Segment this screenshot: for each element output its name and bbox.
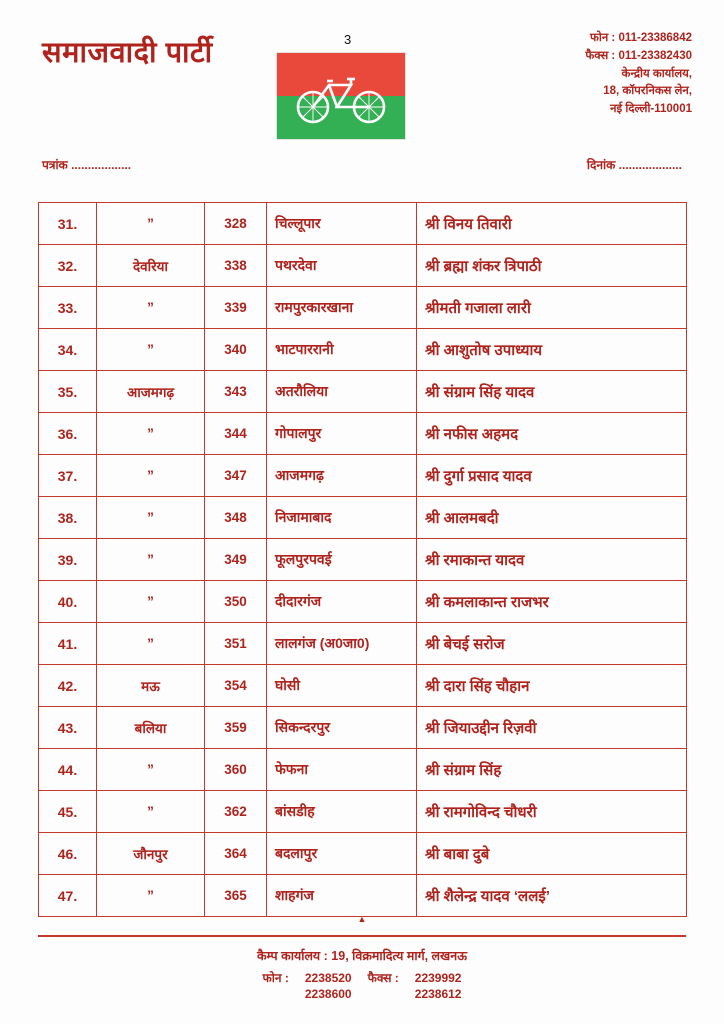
footer-fax-numbers xyxy=(415,970,462,1002)
cell-constituency: शाहगंज xyxy=(267,875,417,917)
cell-candidate: श्री जियाउद्दीन रिज़वी xyxy=(417,707,687,749)
cell-sno: 40. xyxy=(39,581,97,623)
cell-constituency: बदलापुर xyxy=(267,833,417,875)
head-office-contact xyxy=(585,30,692,119)
cell-constituency: चिल्लूपार xyxy=(267,203,417,245)
cell-district: जौनपुर xyxy=(97,833,205,875)
cell-sno: 44. xyxy=(39,749,97,791)
cell-district: आजमगढ़ xyxy=(97,371,205,413)
cell-constituency: पथरदेवा xyxy=(267,245,417,287)
cell-candidate: श्री संग्राम सिंह xyxy=(417,749,687,791)
table-row xyxy=(39,581,687,623)
cell-sno: 36. xyxy=(39,413,97,455)
table-row xyxy=(39,791,687,833)
cell-district: मऊ xyxy=(97,665,205,707)
cell-district: ” xyxy=(97,287,205,329)
table-row xyxy=(39,287,687,329)
table-row xyxy=(39,623,687,665)
cell-district: ” xyxy=(97,539,205,581)
cell-sno: 41. xyxy=(39,623,97,665)
table-row xyxy=(39,413,687,455)
cell-district: बलिया xyxy=(97,707,205,749)
camp-office-address: कैम्प कार्यालय : 19, विक्रमादित्य मार्ग, लखनऊ xyxy=(256,948,468,963)
footer-phone-2: 2238600 xyxy=(304,986,352,1001)
cell-district: ” xyxy=(97,455,205,497)
cell-constituency: सिकन्दरपुर xyxy=(267,707,417,749)
footer-fax-2: 2238612 xyxy=(414,986,462,1001)
cell-number: 328 xyxy=(205,203,267,245)
cell-number: 354 xyxy=(205,665,267,707)
cell-sno: 45. xyxy=(39,791,97,833)
cell-sno: 33. xyxy=(39,287,97,329)
footer-contact xyxy=(0,970,724,1002)
cell-candidate: श्री बेचई सरोज xyxy=(417,623,687,665)
cell-candidate: श्री दारा सिंह चौहान xyxy=(417,665,687,707)
page-number: 3 xyxy=(344,32,352,47)
contact-address-line2: 18, कॉपरनिकस लेन, xyxy=(603,85,692,98)
cell-constituency: निजामाबाद xyxy=(267,497,417,539)
cell-district: देवरिया xyxy=(97,245,205,287)
cell-constituency: फेफना xyxy=(267,749,417,791)
cell-constituency: अतरौलिया xyxy=(267,371,417,413)
table-row xyxy=(39,875,687,917)
cell-district: ” xyxy=(97,791,205,833)
cell-constituency: फूलपुरपवई xyxy=(267,539,417,581)
cell-number: 360 xyxy=(205,749,267,791)
cell-district: ” xyxy=(97,203,205,245)
cell-constituency: दीदारगंज xyxy=(267,581,417,623)
footer-fax-1: 2239992 xyxy=(414,970,462,985)
cell-constituency: लालगंज (अ0जा0) xyxy=(267,623,417,665)
candidate-list-table-wrap xyxy=(38,202,686,917)
cell-candidate: श्री शैलेन्द्र यादव ‘ललई’ xyxy=(417,875,687,917)
center-mark: ▲ xyxy=(357,914,367,924)
party-logo xyxy=(276,52,406,140)
cell-number: 340 xyxy=(205,329,267,371)
footer-divider xyxy=(38,935,686,937)
table-row xyxy=(39,497,687,539)
cell-sno: 35. xyxy=(39,371,97,413)
date-label: दिनांक ................... xyxy=(586,158,682,172)
table-row xyxy=(39,707,687,749)
table-row xyxy=(39,455,687,497)
cell-sno: 47. xyxy=(39,875,97,917)
cell-number: 365 xyxy=(205,875,267,917)
bicycle-icon xyxy=(293,67,391,127)
cell-number: 364 xyxy=(205,833,267,875)
cell-constituency: रामपुरकारखाना xyxy=(267,287,417,329)
cell-sno: 38. xyxy=(39,497,97,539)
cell-candidate: श्री ब्रह्मा शंकर त्रिपाठी xyxy=(417,245,687,287)
cell-sno: 34. xyxy=(39,329,97,371)
cell-candidate: श्री संग्राम सिंह यादव xyxy=(417,371,687,413)
cell-district: ” xyxy=(97,623,205,665)
cell-candidate: श्री आलमबदी xyxy=(417,497,687,539)
cell-candidate: श्री विनय तिवारी xyxy=(417,203,687,245)
table-row xyxy=(39,539,687,581)
cell-district: ” xyxy=(97,581,205,623)
cell-district: ” xyxy=(97,749,205,791)
footer-fax-label: फैक्स : xyxy=(367,970,399,985)
cell-sno: 42. xyxy=(39,665,97,707)
cell-number: 351 xyxy=(205,623,267,665)
document-header xyxy=(0,0,724,150)
cell-district: ” xyxy=(97,413,205,455)
document-footer xyxy=(0,935,724,1002)
cell-number: 362 xyxy=(205,791,267,833)
reference-number-label: पत्रांक .................. xyxy=(42,158,132,172)
cell-number: 349 xyxy=(205,539,267,581)
contact-phone: फोन : 011-23386842 xyxy=(590,32,692,44)
cell-number: 344 xyxy=(205,413,267,455)
cell-candidate: श्री आशुतोष उपाध्याय xyxy=(417,329,687,371)
cell-sno: 32. xyxy=(39,245,97,287)
table-row xyxy=(39,749,687,791)
contact-address-line3: नई दिल्ली-110001 xyxy=(610,103,692,116)
contact-address-line1: केन्द्रीय कार्यालय, xyxy=(621,67,692,80)
cell-district: ” xyxy=(97,875,205,917)
contact-fax: फैक्स : 011-23382430 xyxy=(585,49,692,62)
table-row xyxy=(39,665,687,707)
cell-candidate: श्री दुर्गा प्रसाद यादव xyxy=(417,455,687,497)
cell-number: 343 xyxy=(205,371,267,413)
cell-sno: 43. xyxy=(39,707,97,749)
cell-candidate: श्री बाबा दुबे xyxy=(417,833,687,875)
cell-district: ” xyxy=(97,329,205,371)
cell-candidate: श्री नफीस अहमद xyxy=(417,413,687,455)
footer-phone-1: 2238520 xyxy=(304,970,352,985)
cell-sno: 37. xyxy=(39,455,97,497)
cell-constituency: बांसडीह xyxy=(267,791,417,833)
party-name: समाजवादी पार्टी xyxy=(42,37,213,69)
cell-number: 347 xyxy=(205,455,267,497)
cell-sno: 39. xyxy=(39,539,97,581)
cell-number: 359 xyxy=(205,707,267,749)
cell-sno: 46. xyxy=(39,833,97,875)
cell-candidate: श्री कमलाकान्त राजभर xyxy=(417,581,687,623)
reference-line xyxy=(0,156,724,192)
cell-candidate: श्री रामगोविन्द चौधरी xyxy=(417,791,687,833)
cell-district: ” xyxy=(97,497,205,539)
cell-constituency: गोपालपुर xyxy=(267,413,417,455)
table-row xyxy=(39,371,687,413)
cell-number: 350 xyxy=(205,581,267,623)
cell-candidate: श्रीमती गजाला लारी xyxy=(417,287,687,329)
footer-phone-numbers xyxy=(305,970,352,1002)
cell-number: 339 xyxy=(205,287,267,329)
cell-candidate: श्री रमाकान्त यादव xyxy=(417,539,687,581)
table-row xyxy=(39,203,687,245)
table-row xyxy=(39,329,687,371)
footer-phone-label: फोन : xyxy=(262,970,289,985)
cell-constituency: भाटपाररानी xyxy=(267,329,417,371)
table-row xyxy=(39,833,687,875)
table-row xyxy=(39,245,687,287)
candidate-list-table xyxy=(38,202,687,917)
cell-constituency: घोसी xyxy=(267,665,417,707)
table-body xyxy=(39,203,687,917)
cell-number: 348 xyxy=(205,497,267,539)
cell-constituency: आजमगढ़ xyxy=(267,455,417,497)
cell-sno: 31. xyxy=(39,203,97,245)
cell-number: 338 xyxy=(205,245,267,287)
